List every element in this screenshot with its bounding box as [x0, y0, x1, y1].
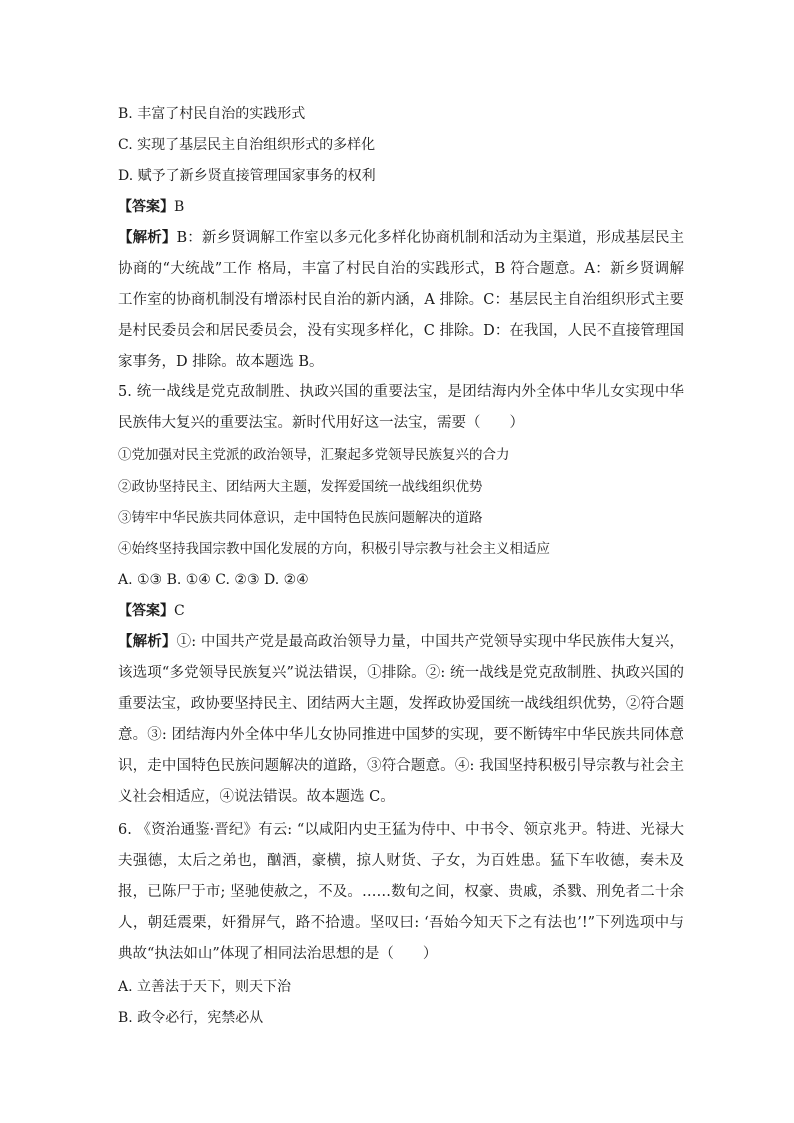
q6-option-a: A. 立善法于天下，则天下治 — [118, 979, 292, 995]
q6-option-b: B. 政令必行，宪禁必从 — [118, 1010, 264, 1026]
analysis-text: ①: 中国共产党是最高政治领导力量，中国共产党领导实现中华民族伟大复兴，该选项“多党领导民族复兴”说法错误，①排除。②: 统一战线是党克敌制胜、执政兴国的重要法宝，政协要坚持民主、团结两大主题，发挥政协爱国统一战线组织优势，②符合题意。③: 团结海内外全体中华儿女协同推进中国梦的实现，要不断铸牢中华民族共同体意识，走中国特色民族问题解决的道路，③符合题意。④: 我国坚持积极引导宗教与社会主义社会相适应，④说法错误。故本题选 C。 — [118, 634, 685, 805]
analysis-text: B：新乡贤调解工作室以多元化多样化协商机制和活动为主渠道，形成基层民主协商的“大统战”工作 格局，丰富了村民自治的实践形式，B 符合题意。A：新乡贤调解工作室的协商机制没有增添村民自治的新内涵，A 排除。C：基层民主自治组织形式主要是村民委员会和居民委员会，没有实现多样化，C 排除。D：在我国，人民不直接管理国家事务，D 排除。故本题选 B。 — [118, 230, 685, 370]
answer-value: B — [174, 199, 185, 215]
q5-item-4: ④始终坚持我国宗教中国化发展的方向，积极引导宗教与社会主义相适应 — [118, 541, 550, 557]
q5-stem: 5. 统一战线是党克敌制胜、执政兴国的重要法宝，是团结海内外全体中华儿女实现中华民族伟大复兴的重要法宝。新时代用好这一法宝，需要（ ） — [118, 384, 684, 431]
q4-analysis — [118, 222, 684, 378]
q5-choices: A. ①③ B. ①④ C. ②③ D. ②④ — [118, 572, 309, 588]
q5-analysis — [118, 626, 684, 813]
answer-value: C — [174, 603, 185, 619]
q4-option-d: D. 赋予了新乡贤直接管理国家事务的权利 — [118, 168, 376, 184]
q5-item-1: ①党加强对民主党派的政治领导，汇聚起多党领导民族复兴的合力 — [118, 447, 510, 463]
q6-stem: 6. 《资治通鉴·晋纪》有云: “以咸阳内史王猛为侍中、中书令、领京兆尹。特进、光禄大夫强德，太后之弟也，酗酒，豪横，掠人财货、子女，为百姓患。猛下车收德，奏未及报，已陈尸于市; 坚驰使赦之，不及。……数旬之间，权豪、贵戚，杀戮、刑免者二十余人，朝廷震栗，奸猾屏气，路不拾遗。坚叹曰: ‘吾始今知天下之有法也’!”下列选项中与典故“执法如山”体现了相同法治思想的是（ ） — [118, 822, 684, 962]
answer-label: 【答案】 — [118, 199, 174, 215]
analysis-label: 【解析】 — [118, 633, 177, 650]
q4-option-b: B. 丰富了村民自治的实践形式 — [118, 106, 306, 122]
analysis-label: 【解析】 — [118, 229, 177, 246]
q5-answer — [118, 601, 684, 621]
q4-option-c: C. 实现了基层民主自治组织形式的多样化 — [118, 137, 376, 153]
answer-label: 【答案】 — [118, 603, 174, 619]
q5-item-2: ②政协坚持民主、团结两大主题，发挥爱国统一战线组织优势 — [118, 479, 483, 495]
q5-item-3: ③铸牢中华民族共同体意识，走中国特色民族问题解决的道路 — [118, 510, 483, 526]
q4-answer — [118, 197, 684, 217]
